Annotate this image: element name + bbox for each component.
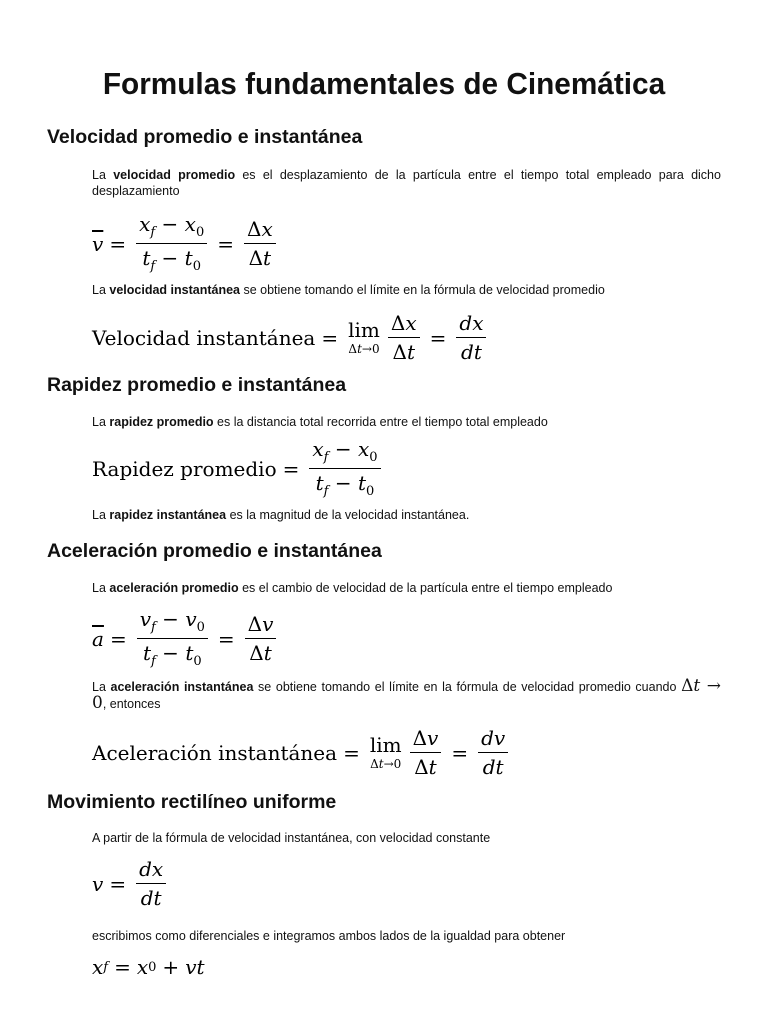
paragraph-mru-intro: A partir de la fórmula de velocidad instantánea, con velocidad constante — [92, 831, 491, 845]
section-heading-velocidad: Velocidad promedio e instantánea — [47, 126, 363, 148]
section-heading-mru: Movimiento rectilíneo uniforme — [47, 791, 337, 813]
bold-term: aceleración promedio — [109, 581, 239, 595]
formula-rapidez-promedio: Rapidez promedio = $\frac{x_f - x_0}{t_f - t_0}$ — [92, 438, 385, 500]
bold-term: rapidez instantánea — [109, 508, 227, 522]
formula-label: Rapidez promedio — [92, 456, 277, 481]
text: La — [92, 581, 110, 595]
text: La — [92, 168, 114, 182]
paragraph-aceleracion-promedio — [92, 580, 721, 596]
formula-velocidad-promedio: $\overline{v}$ = $\frac{x_f - x_0}{t_f - t_0}$ = $\frac{\Delta x}{\Delta t}$ — [92, 213, 280, 275]
paragraph-mru-integracion: escribimos como diferenciales e integramos ambos lados de la igualdad para obtener — [92, 929, 566, 943]
inline-math-delta-t: Δt → 0 — [92, 676, 721, 713]
bold-term: velocidad promedio — [113, 168, 236, 182]
formula-aceleracion-instantanea: Aceleración instantánea = lim Δt→0 $\frac{\Delta v}{\Delta t}$ = $\frac{dv}{dt}$ — [92, 727, 512, 778]
formula-aceleracion-promedio: $\overline{a}$ = $\frac{v_f - v_0}{t_f - t_0}$ = $\frac{\Delta v}{\Delta t}$ — [92, 608, 280, 670]
text: es el desplazamiento de la partícula entre el tiempo total empleado para dicho desplazamiento — [92, 168, 721, 198]
paragraph-rapidez-instantanea — [92, 507, 721, 523]
paragraph-velocidad-promedio — [92, 167, 721, 199]
text: se obtiene tomando el límite en la fórmula de velocidad promedio — [240, 283, 605, 297]
section-heading-aceleracion: Aceleración promedio e instantánea — [47, 540, 382, 562]
bold-term: velocidad instantánea — [109, 283, 240, 297]
text: La — [92, 415, 110, 429]
formula-label: Aceleración instantánea — [92, 740, 338, 765]
text: La — [92, 680, 111, 694]
text: es la distancia total recorrida entre el tiempo total empleado — [213, 415, 548, 429]
formula-mru-posicion: x f = x 0 + vt — [92, 955, 205, 979]
bold-term: aceleración instantánea — [110, 680, 254, 694]
text: La — [92, 283, 110, 297]
paragraph-velocidad-instantanea — [92, 282, 721, 298]
formula-mru-velocidad: v = $\frac{dx}{dt}$ — [92, 858, 170, 909]
text: , entonces — [102, 697, 161, 711]
paragraph-rapidez-promedio — [92, 414, 721, 430]
formula-velocidad-instantanea: Velocidad instantánea = lim Δt→0 $\frac{\Delta x}{\Delta t}$ = $\frac{dx}{dt}$ — [92, 312, 490, 363]
formula-label: Velocidad instantánea — [92, 325, 316, 350]
text: La — [92, 508, 110, 522]
paragraph-aceleracion-instantanea — [92, 678, 721, 712]
text: es el cambio de velocidad de la partícula entre el tiempo empleado — [238, 581, 613, 595]
text: es la magnitud de la velocidad instantánea. — [226, 508, 470, 522]
page-title: Formulas fundamentales de Cinemática — [102, 66, 666, 101]
section-heading-rapidez: Rapidez promedio e instantánea — [47, 374, 347, 396]
text: se obtiene tomando el límite en la fórmula de velocidad promedio cuando — [253, 680, 682, 694]
bold-term: rapidez promedio — [109, 415, 214, 429]
